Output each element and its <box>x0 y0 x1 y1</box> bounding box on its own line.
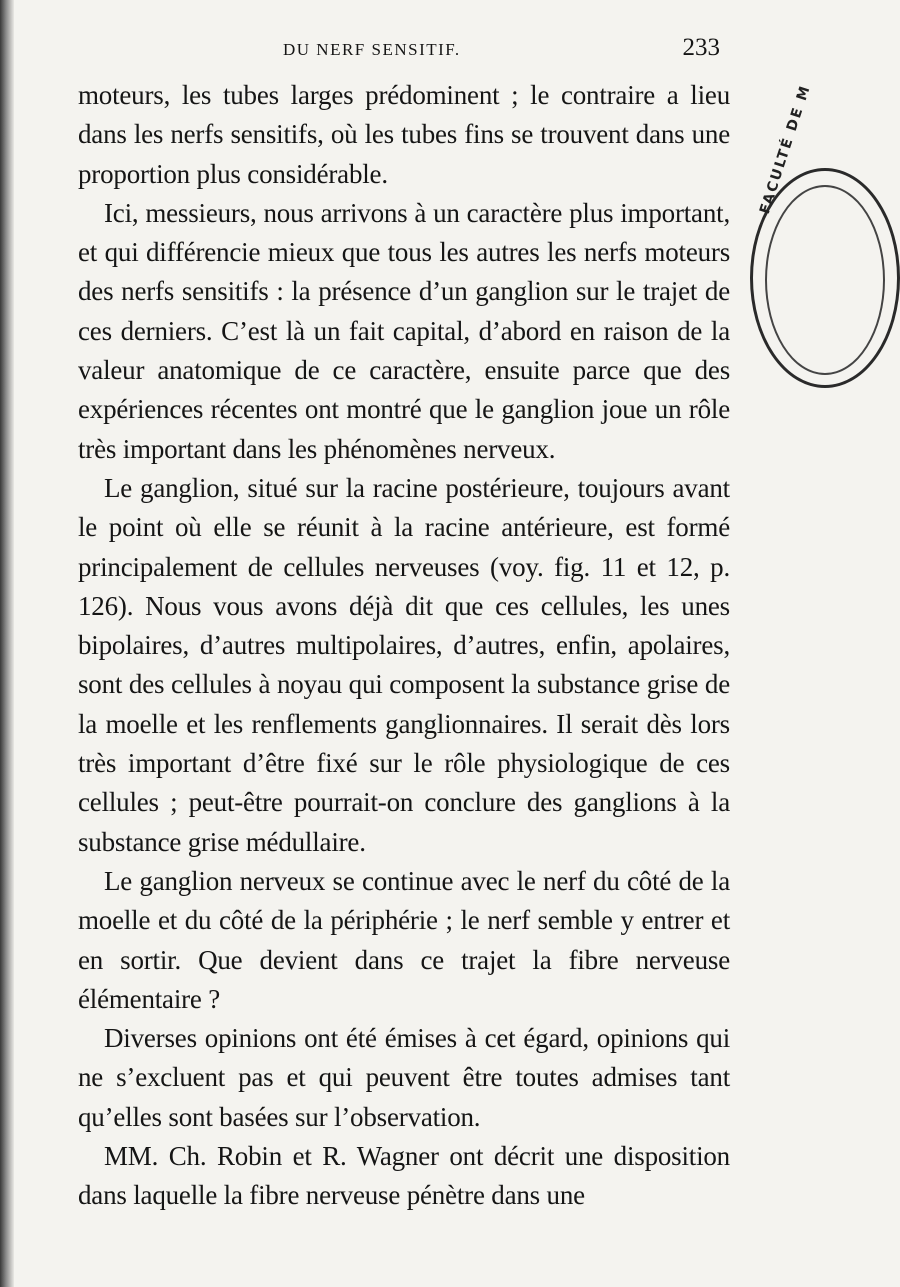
paragraph: Ici, messieurs, nous arrivons à un caractère plus important, et qui différencie mieux que tous les autres les nerfs moteurs des nerfs sensitifs : la présence d’un ganglion sur le trajet de ces derniers. C’est là un fait capital, d’abord en raison de la valeur anatomique de ce caractère, ensuite parce que des expériences récentes ont montré que le ganglion joue un rôle très important dans les phénomènes nerveux. <box>78 197 730 464</box>
page-number: 233 <box>682 34 720 61</box>
library-stamp <box>750 82 900 388</box>
running-title: DU NERF SENSITIF. <box>283 40 461 59</box>
paragraph: Diverses opinions ont été émises à cet égard, opinions qui ne s’excluent pas et qui peuvent être toutes admises tant qu’elles sont basées sur l’observation. <box>78 1023 730 1132</box>
stamp-inner-ring <box>765 185 885 375</box>
stamp-text: FACULTÉ DE M <box>757 82 814 216</box>
body-text <box>78 76 730 1216</box>
paragraph: Le ganglion, situé sur la racine postérieure, toujours avant le point où elle se réunit à la racine antérieure, est formé principalement de cellules nerveuses (voy. fig. 11 et 12, p. 126). Nous vous avons déjà dit que ces cellules, les unes bipolaires, d’autres multipolaires, d’autres, enfin, apolaires, sont des cellules à noyau qui composent la substance grise de la moelle et les renflements ganglionnaires. Il serait dès lors très important d’être fixé sur le rôle physiologique de ces cellules ; peut-être pourrait-on conclure des ganglions à la substance grise médullaire. <box>78 472 730 857</box>
page-header <box>78 30 730 70</box>
paragraph: Le ganglion nerveux se continue avec le nerf du côté de la moelle et du côté de la périphérie ; le nerf semble y entrer et en sortir. Que devient dans ce trajet la fibre nerveuse élémentaire ? <box>78 865 730 1014</box>
paragraph: MM. Ch. Robin et R. Wagner ont décrit une disposition dans laquelle la fibre nerveuse pénètre dans une <box>78 1141 730 1211</box>
paragraph: moteurs, les tubes larges prédominent ; le contraire a lieu dans les nerfs sensitifs, où les tubes fins se trouvent dans une proportion plus considérable. <box>78 80 730 189</box>
book-page <box>78 30 730 1216</box>
page-gutter-shadow <box>0 0 14 1287</box>
